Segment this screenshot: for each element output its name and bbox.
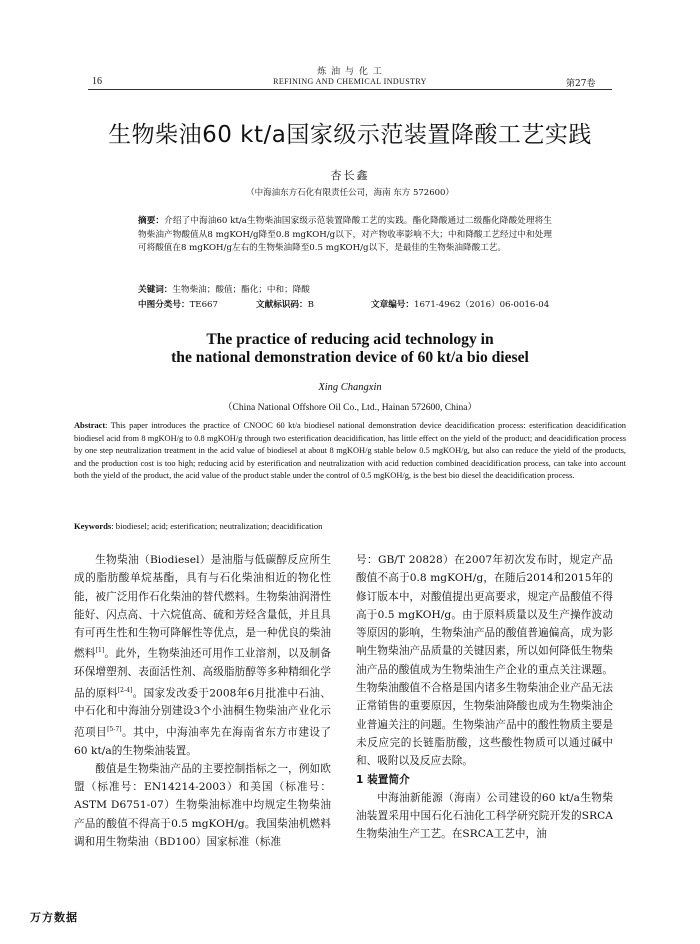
affiliation-cn: （中海油东方石化有限责任公司，海南 东方 572600） [246,188,454,198]
body-text: 生物柴油（Biodiesel）是油脂与低碳醇反应所生成的脂肪酸单烷基酯，具有与石化柴油相近的物化性能，被广泛用作石化柴油的替代燃料。生物柴油润滑性能好、闪点高、十六烷值高、硫和芳烃含量低，并且具有可再生性和生物可降解性等优点，是一种优良的柴油燃料 [74,554,331,661]
abstract-cn-text: 介绍了中海油60 kt/a生物柴油国家级示范装置降酸工艺的实践。酯化降酸通过二级酯化降酸处理将生物柴油产物酸值从8 mgKOH/g降至0.8 mgKOH/g以下，对产物收率影响不大；中和降酸工艺经过中和处理可将酸值在8 mgKOH/g左右的生物柴油降至0.5 mgKOH/g以下，是最佳的生物柴油降酸工艺。 [138,216,552,254]
keywords-en-text: : biodiesel; acid; esterification; neutralization; deacidification [111,521,323,531]
section-heading: 1 装置简介 [356,773,410,786]
citation-ref: [1] [95,647,105,655]
abstract-cn-label: 摘要： [138,216,165,226]
body-paragraph: 中海油新能源（海南）公司建设的60 kt/a生物柴油装置采用中国石化石油化工科学研究院开发的SRCA生物柴油生产工艺。在SRCA工艺中，油 [356,791,613,841]
abstract-cn [138,215,552,256]
citation-ref: [2-4] [117,686,133,694]
title-en-line1: The practice of reducing acid technology in [206,331,494,348]
volume-label: 第27卷 [566,79,596,89]
clc-value: TE667 [189,300,218,310]
title-en-line2: the national demonstration device of 60 kt/a bio diesel [171,349,529,366]
keywords-en [74,521,626,531]
running-header [0,0,700,94]
page-title-cn: 生物柴油60 kt/a国家级示范装置降酸工艺实践 [108,122,592,148]
journal-name-en: REFINING AND CHEMICAL INDUSTRY [273,77,427,86]
watermark-footer: 万方数据 [30,911,78,924]
page-number: 16 [92,76,102,87]
body-paragraph [74,551,331,760]
body-paragraph: 酸值是生物柴油产品的主要控制指标之一，例如欧盟（标准号：EN14214-2003）和美国（标准号：ASTM D6751-07）生物柴油标准中均规定生物柴油产品的酸值不得高于0.5 mgKOH/g。我国柴油机燃料调和用生物柴油（BD100）国家标准（标准 [74,762,331,849]
doc-code-value: B [307,300,314,310]
keywords-cn [138,283,552,295]
article-no-item [371,298,549,310]
body-text: 。其中，中海油率先在海南省东方市建设了60 kt/a的生物柴油装置。 [74,726,331,757]
affiliation-en: （China National Offshore Oil Co., Ltd., Hainan 572600, China） [223,403,477,413]
keywords-en-label: Keywords [74,521,112,531]
page-title-en [0,331,700,367]
keywords-cn-text: 生物柴油；酸值；酯化；中和；降酸 [172,285,310,295]
doc-code-item [256,298,314,310]
header-rule [88,89,612,90]
article-no-value: 1671-4962（2016）06-0016-04 [413,300,550,310]
abstract-en [74,420,626,483]
keywords-cn-label: 关键词： [138,285,173,295]
doc-code-label: 文献标识码： [256,300,308,310]
body-text: 。国家发改委于2008年6月批准中石油、中石化和中海油分别建设3个小油桐生物柴油产业化示范项目 [74,687,331,739]
journal-name-cn: 炼 油 与 化 工 [317,67,383,77]
body-column-right [356,551,613,844]
citation-ref: [5-7] [107,725,122,733]
article-no-label: 文章编号： [371,300,414,310]
author-cn: 杏长鑫 [330,169,370,182]
abstract-en-label: Abstract [74,421,106,430]
clc-label: 中图分类号： [138,300,190,310]
body-paragraph: 号：GB/T 20828）在2007年初次发布时，规定产品酸值不高于0.8 mgKOH/g，在随后2014和2015年的修订版本中，对酸值提出更高要求，规定产品酸值不得高于0.5 mgKOH/g。由于原料质量以及生产操作波动等原因的影响，生物柴油产品的酸值普遍偏高，成为影响生物柴油产品质量的关键因素，所以如何降低生物柴油产品的酸值成为生物柴油生产企业的重点关注课题。生物柴油酸值不合格是国内诸多生物柴油企业产品无法正常销售的重要原因，生物柴油降酸也成为生物柴油企业普遍关注的问题。生物柴油产品中的酸性物质主要是未反应完的长链脂肪酸，这些酸性物质可以通过碱中和、吸附以及反应去除。 [356,554,613,768]
clc-item [138,298,218,310]
abstract-en-text: : This paper introduces the practice of CNOOC 60 kt/a biodiesel national demonstration device deacidification process: esterification deacidification biodiesel acid from 8 mgKOH/g to 0.8 mgKOH/g through two esterification deacidification, has little effect on the yield of the product; and deacidification process by one step neutralization treatment in the acid value of biodiesel at about 8 mgKOH/g stable below 0.5 mgKOH/g, but also can reduce the yield of the products, and the production cost is too high; reducing acid by esterification and neutralization with acid reduction combined deacidification process, can take into account both the yield of the product, the acid value of the product stable under the control of 0.5 mgKOH/g, is the best bio diesel the deacidification process. [74,421,626,480]
body-column-left [74,551,331,851]
body-text: 。此外，生物柴油还可用作工业溶剂，以及制备环保增塑剂、表面活性剂、高级脂肪醇等多种精细化学品的原料 [74,648,331,700]
author-en: Xing Changxin [318,382,382,393]
